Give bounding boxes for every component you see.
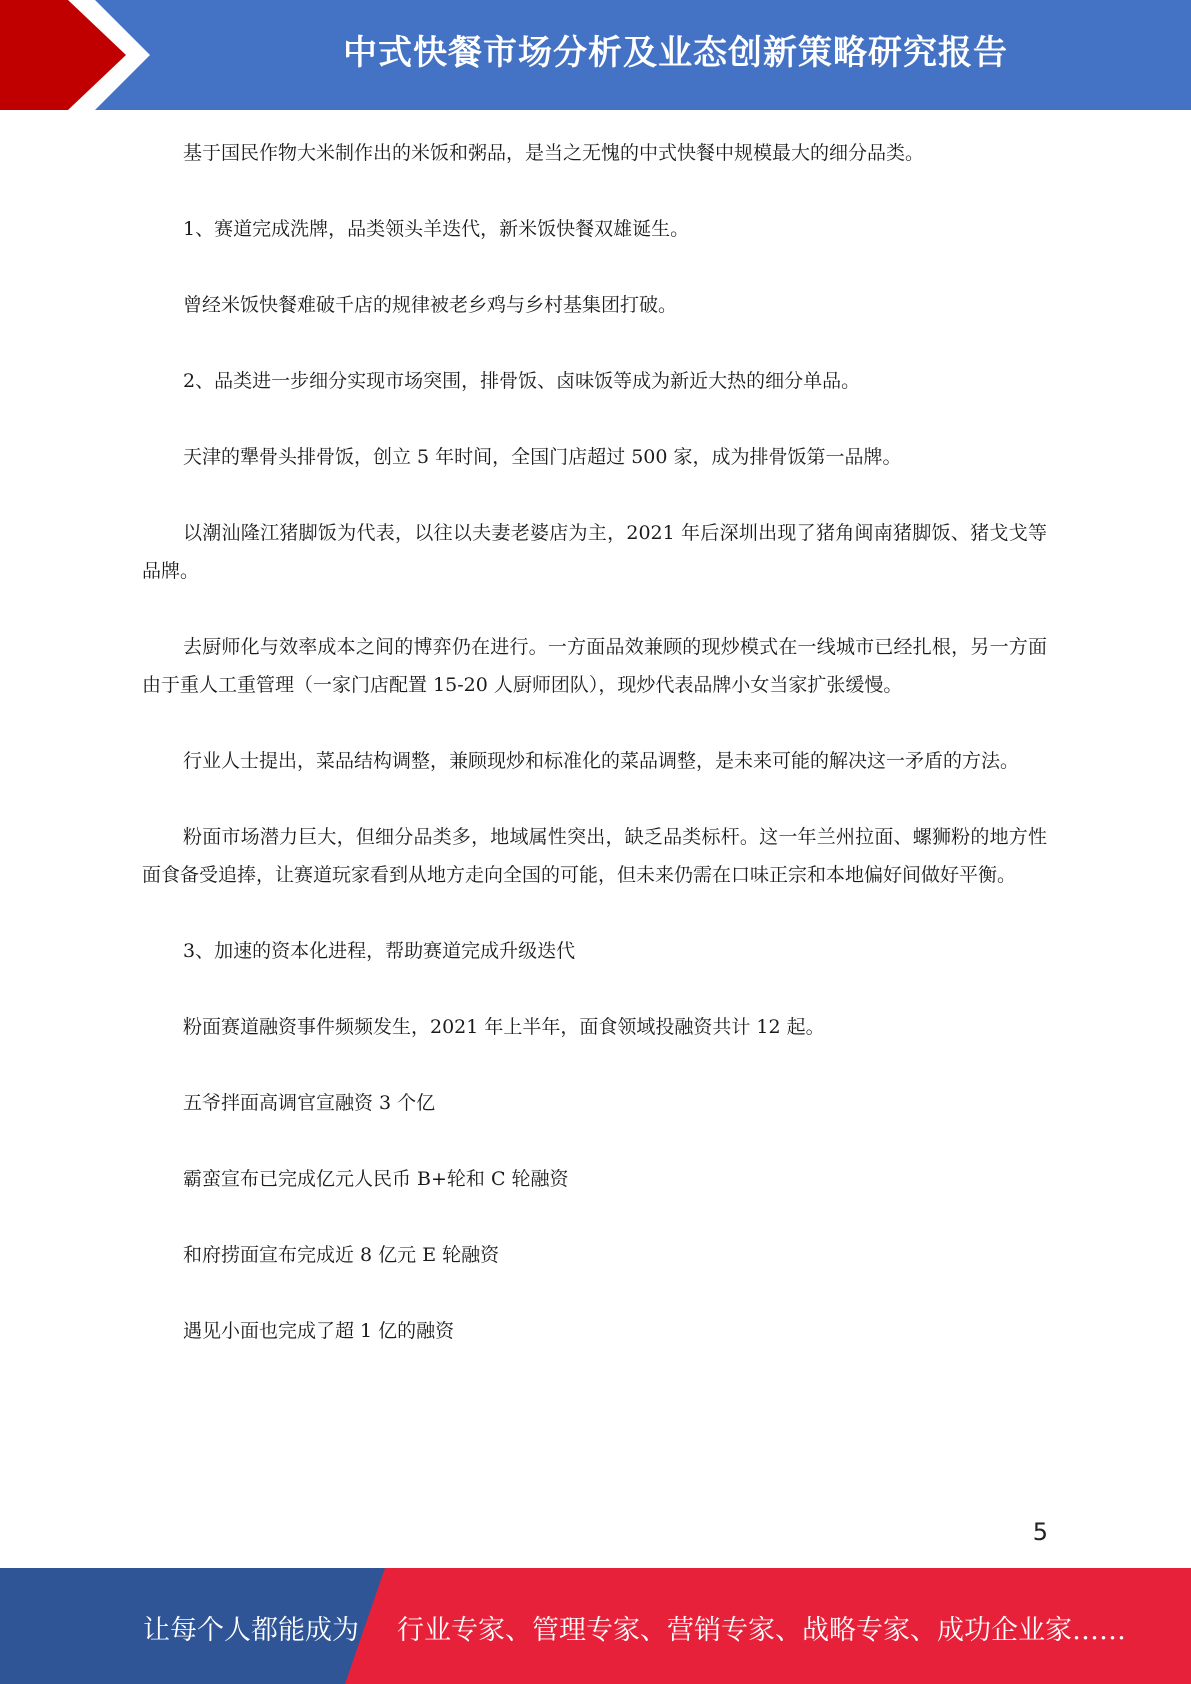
footer-slogan-right: 行业专家、管理专家、营销专家、战略专家、成功企业家…… [397,1615,1126,1646]
paragraph: 基于国民作物大米制作出的米饭和粥品，是当之无愧的中式快餐中规模最大的细分品类。 [183,142,925,164]
paragraph: 1、赛道完成洗牌，品类领头羊迭代，新米饭快餐双雄诞生。 [183,218,690,240]
page-number: 5 [1032,1518,1048,1546]
paragraph: 和府捞面宣布完成近 8 亿元 E 轮融资 [183,1244,500,1266]
paragraph: 粉面赛道融资事件频频发生，2021 年上半年，面食领域投融资共计 12 起。 [183,1016,825,1038]
footer-banner [0,1568,1191,1684]
footer-slogan-left: 让每个人都能成为 [143,1615,359,1646]
header-banner [0,0,1191,110]
report-title: 中式快餐市场分析及业态创新策略研究报告 [343,33,1008,73]
paragraph: 霸蛮宣布已完成亿元人民币 B+轮和 C 轮融资 [183,1168,569,1190]
paragraph: 2、品类进一步细分实现市场突围，排骨饭、卤味饭等成为新近大热的细分单品。 [183,370,861,392]
paragraph: 天津的犟骨头排骨饭，创立 5 年时间，全国门店超过 500 家，成为排骨饭第一品牌。 [183,446,902,468]
paragraph: 3、加速的资本化进程，帮助赛道完成升级迭代 [183,940,576,962]
paragraph: 曾经米饭快餐难破千店的规律被老乡鸡与乡村基集团打破。 [183,294,678,316]
paragraph: 粉面市场潜力巨大，但细分品类多，地域属性突出，缺乏品类标杆。这一年兰州拉面、螺狮粉的地方性面食备受追捧，让赛道玩家看到从地方走向全国的可能，但未来仍需在口味正宗和本地偏好间做好平衡。 [142,826,1047,886]
paragraph: 五爷拌面高调官宣融资 3 个亿 [183,1092,436,1114]
red-chevron-decoration [0,0,160,110]
body-text [142,134,1047,1388]
paragraph: 以潮汕隆江猪脚饭为代表，以往以夫妻老婆店为主，2021 年后深圳出现了猪角闽南猪脚饭、猪戈戈等品牌。 [142,522,1047,582]
paragraph: 行业人士提出，菜品结构调整，兼顾现炒和标准化的菜品调整，是未来可能的解决这一矛盾的方法。 [183,750,1020,772]
paragraph: 去厨师化与效率成本之间的博弈仍在进行。一方面品效兼顾的现炒模式在一线城市已经扎根，另一方面由于重人工重管理（一家门店配置 15-20 人厨师团队），现炒代表品牌小女当家扩张缓慢。 [142,636,1047,696]
paragraph: 遇见小面也完成了超 1 亿的融资 [183,1320,455,1342]
